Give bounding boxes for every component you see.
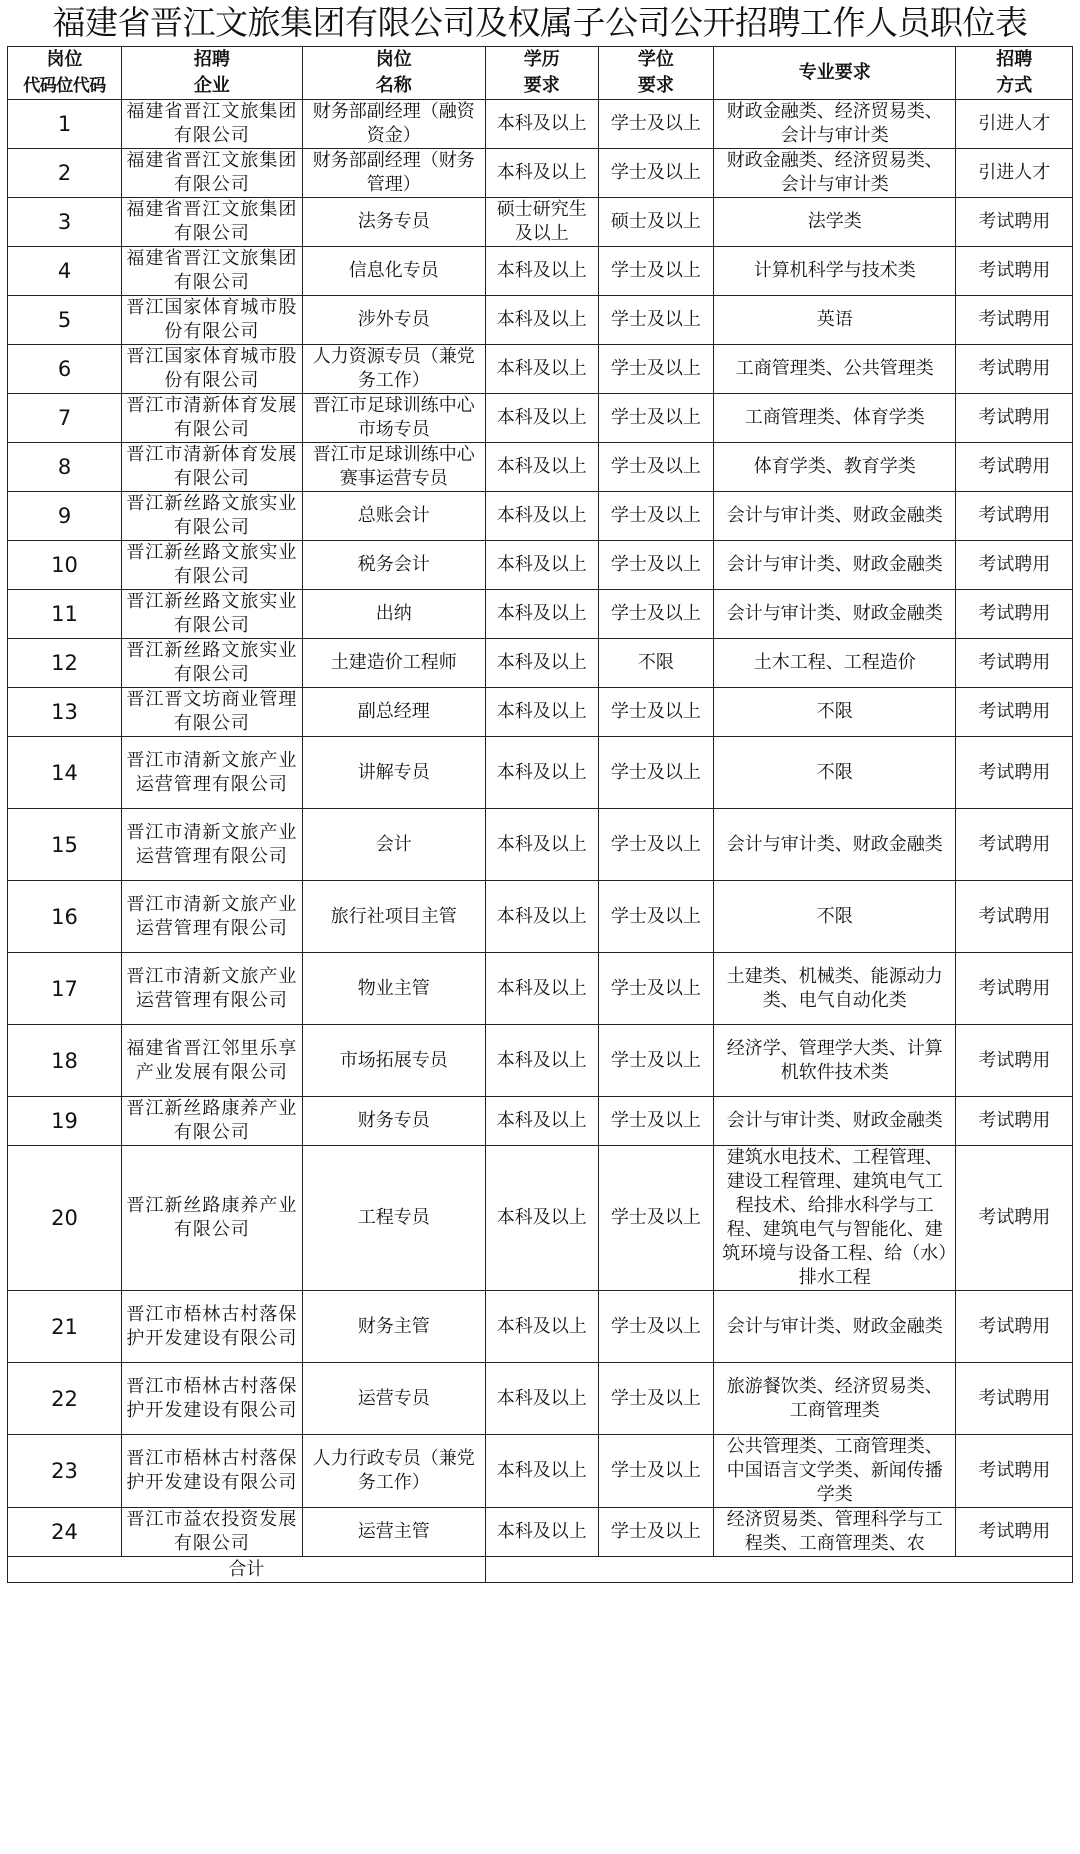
cell-degree: 学士及以上 — [598, 492, 713, 541]
cell-method: 考试聘用 — [956, 296, 1073, 345]
cell-code: 22 — [8, 1363, 122, 1435]
cell-position: 晋江市足球训练中心市场专员 — [302, 394, 485, 443]
cell-major: 英语 — [713, 296, 955, 345]
cell-education: 本科及以上 — [485, 590, 598, 639]
cell-education: 本科及以上 — [485, 1025, 598, 1097]
cell-position: 市场拓展专员 — [302, 1025, 485, 1097]
table-header-row — [8, 47, 1073, 100]
cell-position: 人力行政专员（兼党务工作） — [302, 1435, 485, 1508]
cell-method: 考试聘用 — [956, 1097, 1073, 1146]
cell-method: 考试聘用 — [956, 198, 1073, 247]
cell-degree: 学士及以上 — [598, 345, 713, 394]
cell-method: 考试聘用 — [956, 1435, 1073, 1508]
cell-position: 财务主管 — [302, 1291, 485, 1363]
cell-degree: 学士及以上 — [598, 881, 713, 953]
cell-education: 硕士研究生及以上 — [485, 198, 598, 247]
cell-degree: 学士及以上 — [598, 443, 713, 492]
cell-major: 工商管理类、公共管理类 — [713, 345, 955, 394]
cell-company: 晋江新丝路文旅实业有限公司 — [122, 590, 303, 639]
cell-major: 会计与审计类、财政金融类 — [713, 1097, 955, 1146]
cell-code: 8 — [8, 443, 122, 492]
cell-major: 体育学类、教育学类 — [713, 443, 955, 492]
cell-position: 副总经理 — [302, 688, 485, 737]
header-company: 招聘 企业 — [122, 47, 303, 100]
cell-position: 会计 — [302, 809, 485, 881]
cell-education: 本科及以上 — [485, 881, 598, 953]
table-row — [8, 1025, 1073, 1097]
header-degree: 学位 要求 — [598, 47, 713, 100]
table-row — [8, 1146, 1073, 1291]
cell-company: 晋江市清新体育发展有限公司 — [122, 443, 303, 492]
cell-position: 运营主管 — [302, 1508, 485, 1557]
cell-company: 福建省晋江文旅集团有限公司 — [122, 198, 303, 247]
table-row — [8, 443, 1073, 492]
cell-code: 5 — [8, 296, 122, 345]
cell-company: 福建省晋江文旅集团有限公司 — [122, 149, 303, 198]
cell-company: 晋江市梧林古村落保护开发建设有限公司 — [122, 1291, 303, 1363]
cell-code: 6 — [8, 345, 122, 394]
cell-education: 本科及以上 — [485, 541, 598, 590]
cell-major: 土木工程、工程造价 — [713, 639, 955, 688]
cell-major: 法学类 — [713, 198, 955, 247]
cell-code: 4 — [8, 247, 122, 296]
table-row — [8, 100, 1073, 149]
cell-company: 晋江晋文坊商业管理有限公司 — [122, 688, 303, 737]
table-row — [8, 198, 1073, 247]
cell-method: 考试聘用 — [956, 737, 1073, 809]
header-education: 学历 要求 — [485, 47, 598, 100]
table-row — [8, 541, 1073, 590]
cell-degree: 学士及以上 — [598, 1508, 713, 1557]
cell-method: 考试聘用 — [956, 1146, 1073, 1291]
table-row — [8, 881, 1073, 953]
cell-company: 晋江市清新文旅产业运营管理有限公司 — [122, 953, 303, 1025]
cell-position: 物业主管 — [302, 953, 485, 1025]
cell-position: 税务会计 — [302, 541, 485, 590]
cell-position: 信息化专员 — [302, 247, 485, 296]
cell-degree: 硕士及以上 — [598, 198, 713, 247]
cell-position: 工程专员 — [302, 1146, 485, 1291]
cell-position: 讲解专员 — [302, 737, 485, 809]
cell-position: 运营专员 — [302, 1363, 485, 1435]
cell-method: 考试聘用 — [956, 953, 1073, 1025]
cell-degree: 学士及以上 — [598, 1146, 713, 1291]
table-row — [8, 809, 1073, 881]
cell-method: 考试聘用 — [956, 541, 1073, 590]
cell-position: 涉外专员 — [302, 296, 485, 345]
table-row — [8, 1508, 1073, 1557]
cell-code: 9 — [8, 492, 122, 541]
cell-method: 考试聘用 — [956, 1291, 1073, 1363]
cell-code: 17 — [8, 953, 122, 1025]
cell-method: 考试聘用 — [956, 345, 1073, 394]
cell-company: 晋江新丝路文旅实业有限公司 — [122, 541, 303, 590]
cell-education: 本科及以上 — [485, 1291, 598, 1363]
table-row — [8, 1097, 1073, 1146]
cell-method: 考试聘用 — [956, 1025, 1073, 1097]
cell-company: 晋江市清新体育发展有限公司 — [122, 394, 303, 443]
cell-code: 2 — [8, 149, 122, 198]
table-row — [8, 953, 1073, 1025]
cell-position: 出纳 — [302, 590, 485, 639]
cell-major: 不限 — [713, 688, 955, 737]
cell-position: 晋江市足球训练中心赛事运营专员 — [302, 443, 485, 492]
cell-education: 本科及以上 — [485, 100, 598, 149]
cell-code: 23 — [8, 1435, 122, 1508]
cell-degree: 学士及以上 — [598, 1291, 713, 1363]
cell-major: 经济贸易类、管理科学与工程类、工商管理类、农 — [713, 1508, 955, 1557]
cell-method: 考试聘用 — [956, 639, 1073, 688]
cell-method: 考试聘用 — [956, 590, 1073, 639]
cell-code: 3 — [8, 198, 122, 247]
cell-education: 本科及以上 — [485, 1508, 598, 1557]
table-row — [8, 492, 1073, 541]
cell-major: 旅游餐饮类、经济贸易类、工商管理类 — [713, 1363, 955, 1435]
cell-method: 引进人才 — [956, 100, 1073, 149]
cell-company: 福建省晋江邻里乐享产业发展有限公司 — [122, 1025, 303, 1097]
header-code: 岗位 代码位代码 — [8, 47, 122, 100]
cell-education: 本科及以上 — [485, 1146, 598, 1291]
cell-code: 16 — [8, 881, 122, 953]
cell-degree: 学士及以上 — [598, 1097, 713, 1146]
cell-degree: 学士及以上 — [598, 100, 713, 149]
total-row — [8, 1557, 1073, 1583]
cell-education: 本科及以上 — [485, 639, 598, 688]
cell-code: 15 — [8, 809, 122, 881]
table-row — [8, 688, 1073, 737]
cell-education: 本科及以上 — [485, 345, 598, 394]
cell-education: 本科及以上 — [485, 737, 598, 809]
cell-code: 13 — [8, 688, 122, 737]
cell-degree: 学士及以上 — [598, 590, 713, 639]
cell-degree: 学士及以上 — [598, 953, 713, 1025]
cell-major: 经济学、管理学大类、计算机软件技术类 — [713, 1025, 955, 1097]
total-value — [485, 1557, 1072, 1583]
cell-position: 法务专员 — [302, 198, 485, 247]
cell-major: 不限 — [713, 881, 955, 953]
cell-company: 晋江新丝路康养产业有限公司 — [122, 1097, 303, 1146]
total-label: 合计 — [8, 1557, 486, 1583]
cell-position: 财务专员 — [302, 1097, 485, 1146]
cell-method: 考试聘用 — [956, 394, 1073, 443]
cell-degree: 学士及以上 — [598, 809, 713, 881]
table-row — [8, 1291, 1073, 1363]
cell-position: 旅行社项目主管 — [302, 881, 485, 953]
cell-major: 会计与审计类、财政金融类 — [713, 1291, 955, 1363]
cell-company: 福建省晋江文旅集团有限公司 — [122, 247, 303, 296]
cell-company: 晋江市清新文旅产业运营管理有限公司 — [122, 809, 303, 881]
cell-major: 会计与审计类、财政金融类 — [713, 492, 955, 541]
cell-code: 10 — [8, 541, 122, 590]
cell-code: 19 — [8, 1097, 122, 1146]
cell-degree: 学士及以上 — [598, 1363, 713, 1435]
cell-company: 晋江市清新文旅产业运营管理有限公司 — [122, 881, 303, 953]
cell-major: 财政金融类、经济贸易类、会计与审计类 — [713, 149, 955, 198]
cell-education: 本科及以上 — [485, 149, 598, 198]
table-row — [8, 149, 1073, 198]
cell-method: 考试聘用 — [956, 443, 1073, 492]
header-major: 专业要求 — [713, 47, 955, 100]
cell-degree: 不限 — [598, 639, 713, 688]
table-row — [8, 1435, 1073, 1508]
cell-education: 本科及以上 — [485, 443, 598, 492]
cell-education: 本科及以上 — [485, 492, 598, 541]
cell-code: 18 — [8, 1025, 122, 1097]
cell-major: 建筑水电技术、工程管理、建设工程管理、建筑电气工程技术、给排水科学与工程、建筑电气与智能化、建筑环境与设备工程、给（水）排水工程 — [713, 1146, 955, 1291]
cell-major: 会计与审计类、财政金融类 — [713, 541, 955, 590]
cell-company: 晋江市梧林古村落保护开发建设有限公司 — [122, 1363, 303, 1435]
table-row — [8, 247, 1073, 296]
cell-position: 总账会计 — [302, 492, 485, 541]
cell-method: 引进人才 — [956, 149, 1073, 198]
cell-degree: 学士及以上 — [598, 737, 713, 809]
table-row — [8, 1363, 1073, 1435]
cell-degree: 学士及以上 — [598, 394, 713, 443]
table-row — [8, 345, 1073, 394]
cell-company: 晋江国家体育城市股份有限公司 — [122, 345, 303, 394]
cell-position: 财务部副经理（融资资金） — [302, 100, 485, 149]
cell-code: 12 — [8, 639, 122, 688]
cell-major: 财政金融类、经济贸易类、会计与审计类 — [713, 100, 955, 149]
cell-company: 晋江新丝路文旅实业有限公司 — [122, 492, 303, 541]
cell-degree: 学士及以上 — [598, 149, 713, 198]
cell-degree: 学士及以上 — [598, 296, 713, 345]
cell-code: 14 — [8, 737, 122, 809]
cell-education: 本科及以上 — [485, 247, 598, 296]
cell-education: 本科及以上 — [485, 1097, 598, 1146]
cell-major: 土建类、机械类、能源动力类、电气自动化类 — [713, 953, 955, 1025]
cell-code: 11 — [8, 590, 122, 639]
cell-company: 晋江新丝路康养产业有限公司 — [122, 1146, 303, 1291]
cell-major: 工商管理类、体育学类 — [713, 394, 955, 443]
cell-degree: 学士及以上 — [598, 247, 713, 296]
table-row — [8, 394, 1073, 443]
header-method: 招聘 方式 — [956, 47, 1073, 100]
cell-degree: 学士及以上 — [598, 1025, 713, 1097]
cell-method: 考试聘用 — [956, 1363, 1073, 1435]
cell-company: 福建省晋江文旅集团有限公司 — [122, 100, 303, 149]
cell-position: 人力资源专员（兼党务工作） — [302, 345, 485, 394]
cell-position: 土建造价工程师 — [302, 639, 485, 688]
cell-education: 本科及以上 — [485, 1363, 598, 1435]
cell-code: 20 — [8, 1146, 122, 1291]
positions-table — [7, 46, 1073, 1583]
cell-education: 本科及以上 — [485, 953, 598, 1025]
cell-education: 本科及以上 — [485, 394, 598, 443]
cell-education: 本科及以上 — [485, 1435, 598, 1508]
cell-method: 考试聘用 — [956, 492, 1073, 541]
cell-position: 财务部副经理（财务管理） — [302, 149, 485, 198]
table-row — [8, 737, 1073, 809]
table-row — [8, 296, 1073, 345]
header-position: 岗位 名称 — [302, 47, 485, 100]
cell-major: 计算机科学与技术类 — [713, 247, 955, 296]
cell-company: 晋江新丝路文旅实业有限公司 — [122, 639, 303, 688]
cell-major: 不限 — [713, 737, 955, 809]
cell-company: 晋江市益农投资发展有限公司 — [122, 1508, 303, 1557]
cell-major: 会计与审计类、财政金融类 — [713, 809, 955, 881]
cell-method: 考试聘用 — [956, 881, 1073, 953]
cell-education: 本科及以上 — [485, 296, 598, 345]
table-body — [8, 100, 1073, 1557]
cell-company: 晋江国家体育城市股份有限公司 — [122, 296, 303, 345]
cell-degree: 学士及以上 — [598, 541, 713, 590]
table-row — [8, 590, 1073, 639]
cell-degree: 学士及以上 — [598, 1435, 713, 1508]
page-title: 福建省晋江文旅集团有限公司及权属子公司公开招聘工作人员职位表 — [52, 3, 1028, 42]
cell-method: 考试聘用 — [956, 809, 1073, 881]
cell-major: 会计与审计类、财政金融类 — [713, 590, 955, 639]
cell-education: 本科及以上 — [485, 809, 598, 881]
cell-major: 公共管理类、工商管理类、中国语言文学类、新闻传播学类 — [713, 1435, 955, 1508]
cell-code: 7 — [8, 394, 122, 443]
cell-method: 考试聘用 — [956, 247, 1073, 296]
cell-code: 1 — [8, 100, 122, 149]
cell-method: 考试聘用 — [956, 688, 1073, 737]
table-row — [8, 639, 1073, 688]
cell-degree: 学士及以上 — [598, 688, 713, 737]
cell-company: 晋江市梧林古村落保护开发建设有限公司 — [122, 1435, 303, 1508]
cell-code: 24 — [8, 1508, 122, 1557]
cell-company: 晋江市清新文旅产业运营管理有限公司 — [122, 737, 303, 809]
cell-code: 21 — [8, 1291, 122, 1363]
cell-method: 考试聘用 — [956, 1508, 1073, 1557]
cell-education: 本科及以上 — [485, 688, 598, 737]
